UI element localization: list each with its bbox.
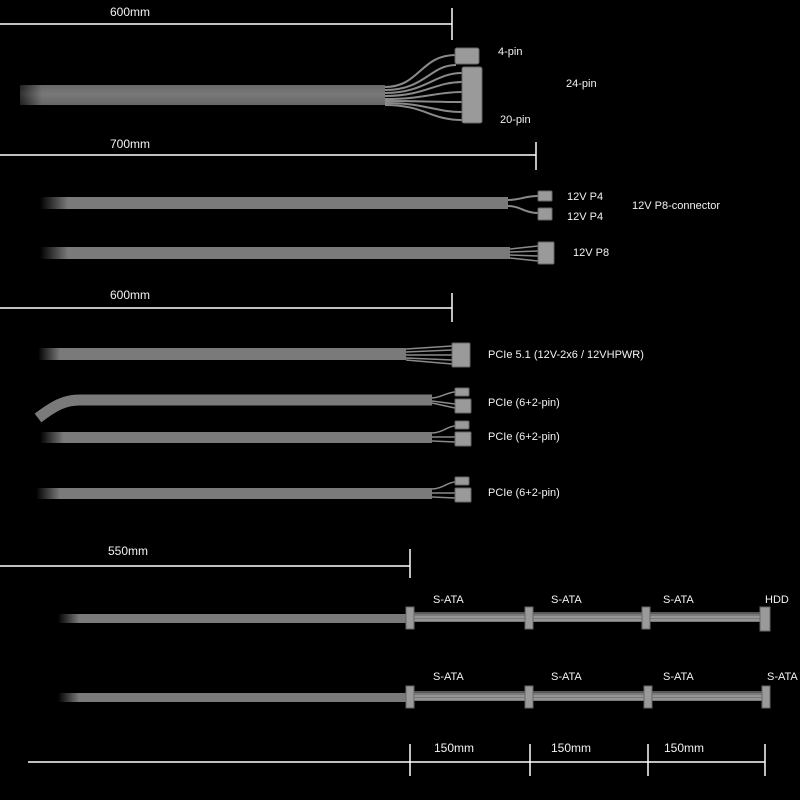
dimension-line-600mm-main (0, 5, 452, 40)
label-4-pin: 4-pin (498, 46, 523, 58)
dimension-line-600mm-pcie (0, 293, 452, 322)
length-label-sata: 550mm (108, 544, 149, 558)
pcie-cable-b (40, 421, 471, 446)
label-12v-p8: 12V P8 (573, 247, 610, 259)
main-atx-cable (20, 55, 462, 120)
connector-4-pin (455, 48, 479, 64)
length-label-pcie: 600mm (110, 288, 151, 302)
sata-cable-row2 (58, 686, 770, 708)
label-sata-r1-3: S-ATA (663, 594, 694, 606)
label-pcie51: PCIe 5.1 (12V-2x6 / 12VHPWR) (488, 349, 644, 361)
length-label-main: 600mm (110, 5, 151, 19)
dimension-line-550mm (0, 549, 410, 578)
label-pcie-c: PCIe (6+2-pin) (488, 487, 560, 499)
spacing-label-2: 150mm (551, 741, 592, 755)
pcie-cable-c (36, 477, 471, 502)
label-sata-r1-2: S-ATA (551, 594, 582, 606)
label-pcie-b: PCIe (6+2-pin) (488, 431, 560, 443)
dimension-line-700mm (0, 142, 536, 170)
label-hdd: HDD (765, 594, 789, 606)
label-12v-p8-connector: 12V P8-connector (632, 200, 721, 212)
label-sata-r2-1: S-ATA (433, 671, 464, 683)
cpu-p8-cable (40, 242, 554, 264)
label-24-pin: 24-pin (566, 78, 597, 90)
label-12v-p4-a: 12V P4 (567, 191, 604, 203)
label-12v-p4-b: 12V P4 (567, 211, 604, 223)
connector-24-pin (462, 67, 482, 123)
cpu-p4-cable (40, 191, 552, 220)
pcie51-cable (38, 343, 470, 367)
label-sata-r2-2: S-ATA (551, 671, 582, 683)
label-sata-r1-1: S-ATA (433, 594, 464, 606)
pcie-cable-a (38, 388, 471, 418)
label-20-pin: 20-pin (500, 114, 531, 126)
label-sata-r2-3: S-ATA (663, 671, 694, 683)
length-label-cpu: 700mm (110, 137, 151, 151)
label-sata-r2-4: S-ATA (767, 671, 798, 683)
spacing-label-1: 150mm (434, 741, 475, 755)
label-pcie-a: PCIe (6+2-pin) (488, 397, 560, 409)
dimension-line-sata-spacing (28, 741, 765, 776)
spacing-label-3: 150mm (664, 741, 705, 755)
sata-cable-row1 (58, 607, 770, 631)
